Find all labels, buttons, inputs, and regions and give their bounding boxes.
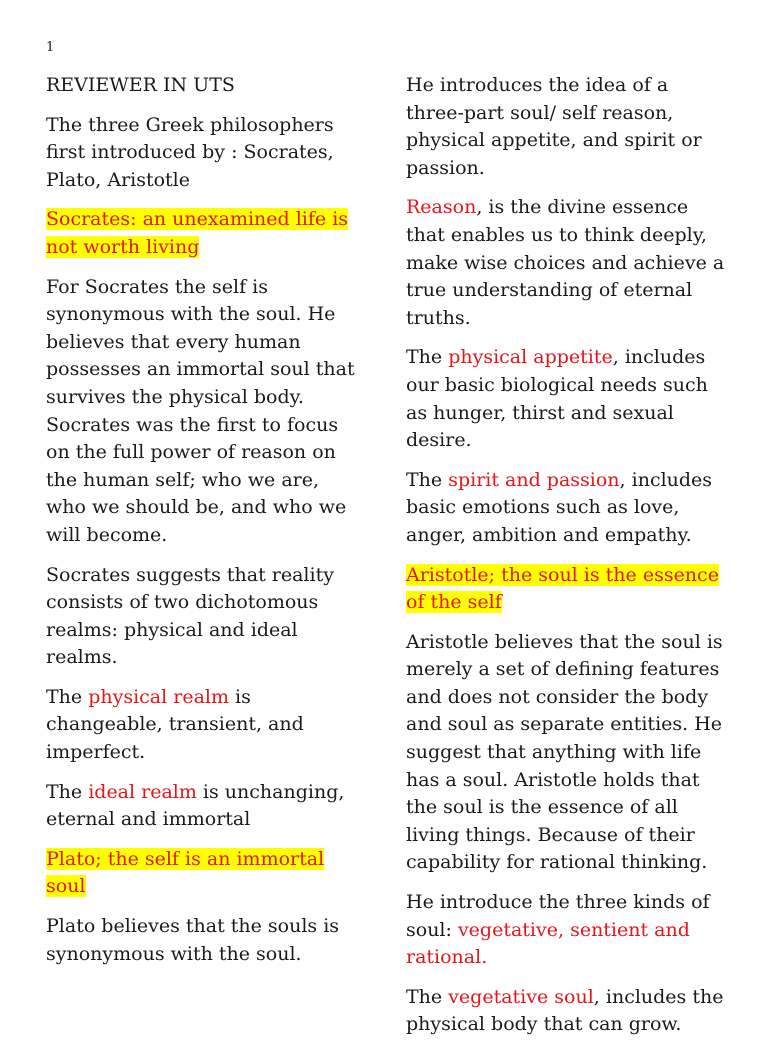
text: is changeable, transient, and imperfect. [46,685,304,764]
appetite-paragraph [406,344,726,454]
vegetative-term: vegetative soul [448,985,594,1008]
socrates-heading-text: Socrates: an unexamined life is not worth living [46,208,349,258]
text: is unchanging, eternal and immortal [46,780,345,831]
text: The [46,780,89,803]
ideal-realm-term: ideal realm [88,780,197,803]
physical-realm-term: physical realm [88,685,229,708]
text: , is the divine essence that enables us to think deeply, make wise choices and achieve a true understanding of eternal truths. [406,196,725,329]
socrates-paragraph-1: For Socrates the self is synonymous with the soul. He believes that every human possesses an immortal soul that survives the physical body. Socrates was the first to focus on the full power of reason on the human self; who we are, who we should be, and who we will become. [46,275,355,546]
reason-term: Reason [406,196,477,219]
aristotle-heading [406,562,726,617]
aristotle-paragraph-1: Aristotle believes that the soul is merely a set of defining features and does not consider the body and soul as separate entities. He suggest that anything with life has a soul. Aristotle holds that the soul is the essence of all living things. Because of their capability for rational thinking. [406,630,723,874]
spirit-paragraph [406,467,726,550]
socrates-heading [46,206,364,261]
kinds-term: vegetative, sentient and rational. [406,918,690,969]
plato-heading [46,846,364,901]
reason-paragraph [406,194,726,332]
left-column [46,72,364,980]
text: , includes our basic biological needs such as hunger, thirst and sexual desire. [406,346,708,452]
socrates-paragraph-2: Socrates suggests that reality consists of two dichotomous realms: physical and ideal realms. [46,563,334,669]
vegetative-paragraph [406,984,726,1039]
intro-paragraph: The three Greek philosophers first introduced by : Socrates, Plato, Aristotle [46,113,334,191]
plato-heading-text: Plato; the self is an immortal soul [46,847,325,898]
text: , includes the physical body that can grow. [406,985,724,1036]
document-title: REVIEWER IN UTS [46,74,235,96]
text: The [406,346,449,369]
aristotle-heading-text: Aristotle; the soul is the essence of the self [406,563,719,614]
text: The [46,685,89,708]
plato-paragraph-1: Plato believes that the souls is synonymous with the soul. [46,915,340,965]
kinds-paragraph [406,889,726,972]
plato-paragraph-2: He introduces the idea of a three-part soul/ self reason, physical appetite, and spirit or passion. [406,74,702,179]
page-number: 1 [46,40,55,55]
appetite-term: physical appetite [448,346,613,369]
text: He introduce the three kinds of soul: [406,891,710,941]
spirit-term: spirit and passion [448,468,620,491]
text: The [406,985,449,1008]
physical-realm-paragraph [46,684,364,767]
ideal-realm-paragraph [46,779,364,834]
text: The [406,468,449,491]
right-column [406,72,726,1051]
text: , includes basic emotions such as love, anger, ambition and empathy. [406,468,713,546]
